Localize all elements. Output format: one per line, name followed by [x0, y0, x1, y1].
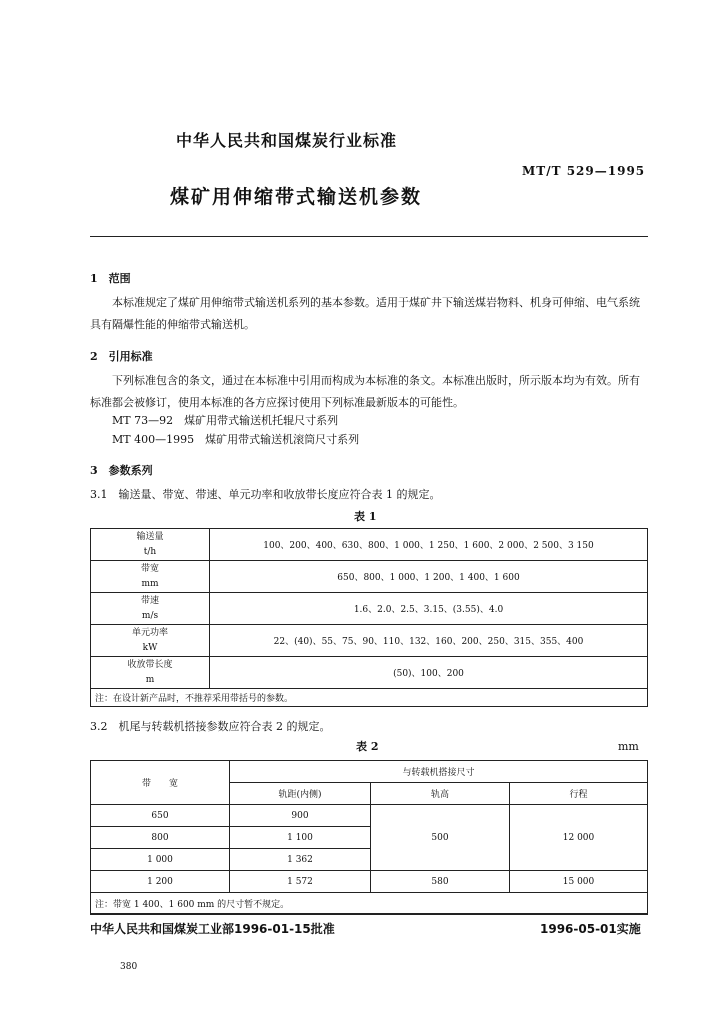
- table-row: [91, 657, 648, 689]
- table-1-note: 注：在设计新产品时，不推荐采用带括号的参数。: [91, 689, 648, 707]
- header-band-width: 带 宽: [91, 761, 230, 805]
- cell-stroke-merged: 12 000: [510, 805, 648, 871]
- row-label: 单元功率: [131, 627, 168, 638]
- table-row: [91, 593, 648, 625]
- table-row-value: 100、200、400、630、800、1 000、1 250、1 600、2 000、2 500、3 150: [210, 529, 648, 561]
- cell-gauge: 1 362: [230, 849, 371, 871]
- table-row: [91, 871, 648, 893]
- table-row-label: [91, 625, 210, 657]
- clause-3-2: 3.2 机尾与转载机搭接参数应符合表 2 的规定。: [90, 720, 331, 733]
- document-title: 煤矿用伸缩带式输送机参数: [170, 186, 423, 208]
- table-2: [90, 760, 648, 914]
- header-overlap-group: 与转载机搭接尺寸: [230, 761, 648, 783]
- row-label: 输送量: [136, 531, 164, 542]
- row-unit: m: [145, 674, 155, 685]
- cell-stroke: 15 000: [510, 871, 648, 893]
- row-unit: kW: [142, 642, 158, 653]
- row-unit: mm: [141, 578, 159, 589]
- section-2-heading: 2 引用标准: [90, 350, 153, 363]
- cell-gauge: 900: [230, 805, 371, 827]
- standard-code: MT/T 529—1995: [522, 164, 646, 178]
- table-row-label: [91, 657, 210, 689]
- table-2-unit: mm: [618, 740, 639, 753]
- table-row-value: 22、(40)、55、75、90、110、132、160、200、250、315、355、400: [210, 625, 648, 657]
- table-row: [91, 529, 648, 561]
- cell-band: 800: [91, 827, 230, 849]
- table-2-note: 注：带宽 1 400、1 600 mm 的尺寸暂不规定。: [91, 893, 648, 914]
- title-divider: [90, 236, 648, 237]
- row-label: 带速: [140, 595, 159, 606]
- reference-1: MT 73—92 煤矿用带式输送机托辊尺寸系列: [112, 414, 339, 427]
- cell-gauge: 1 572: [230, 871, 371, 893]
- table-note-row: [91, 689, 648, 707]
- cell-height-merged: 500: [371, 805, 510, 871]
- table-header-row: [91, 761, 648, 783]
- issuing-organization: 中华人民共和国煤炭行业标准: [176, 131, 398, 150]
- reference-2: MT 400—1995 煤矿用带式输送机滚筒尺寸系列: [112, 433, 360, 446]
- table-row-label: [91, 561, 210, 593]
- implementation-date: 1996-05-01实施: [540, 922, 641, 936]
- table-row-label: [91, 593, 210, 625]
- row-unit: t/h: [143, 546, 157, 557]
- table-1: [90, 528, 648, 707]
- cell-height: 580: [371, 871, 510, 893]
- table-row: [91, 561, 648, 593]
- approval-line: 中华人民共和国煤炭工业部1996-01-15批准: [90, 922, 335, 936]
- header-stroke: 行程: [510, 783, 648, 805]
- table-row-label: [91, 529, 210, 561]
- table-2-caption: 表 2: [356, 740, 379, 753]
- table-row: [91, 625, 648, 657]
- row-unit: m/s: [141, 610, 159, 621]
- clause-3-1: 3.1 输送量、带宽、带速、单元功率和收放带长度应符合表 1 的规定。: [90, 488, 441, 501]
- cell-gauge: 1 100: [230, 827, 371, 849]
- row-label: 收放带长度: [127, 659, 173, 670]
- section-1-text: 本标准规定了煤矿用伸缩带式输送机系列的基本参数。适用于煤矿井下输送煤岩物料、机身可伸缩、电气系统具有隔爆性能的伸缩带式输送机。: [90, 296, 640, 331]
- table-row: [91, 805, 648, 827]
- table-row-value: 1.6、2.0、2.5、3.15、(3.55)、4.0: [210, 593, 648, 625]
- section-3-heading: 3 参数系列: [90, 464, 153, 477]
- table-1-caption: 表 1: [354, 510, 377, 523]
- section-1-heading: 1 范围: [90, 272, 131, 285]
- footer-divider: [90, 914, 648, 915]
- table-row-value: 650、800、1 000、1 200、1 400、1 600: [210, 561, 648, 593]
- table-note-row: [91, 893, 648, 914]
- row-label: 带宽: [140, 563, 159, 574]
- header-height: 轨高: [371, 783, 510, 805]
- page-number: 380: [120, 962, 138, 972]
- cell-band: 650: [91, 805, 230, 827]
- cell-band: 1 200: [91, 871, 230, 893]
- header-gauge: 轨距(内侧): [230, 783, 371, 805]
- section-2-text: 下列标准包含的条文，通过在本标准中引用而构成为本标准的条文。本标准出版时，所示版本均为有效。所有标准都会被修订，使用本标准的各方应探讨使用下列标准最新版本的可能性。: [90, 374, 640, 409]
- cell-band: 1 000: [91, 849, 230, 871]
- table-row-value: (50)、100、200: [210, 657, 648, 689]
